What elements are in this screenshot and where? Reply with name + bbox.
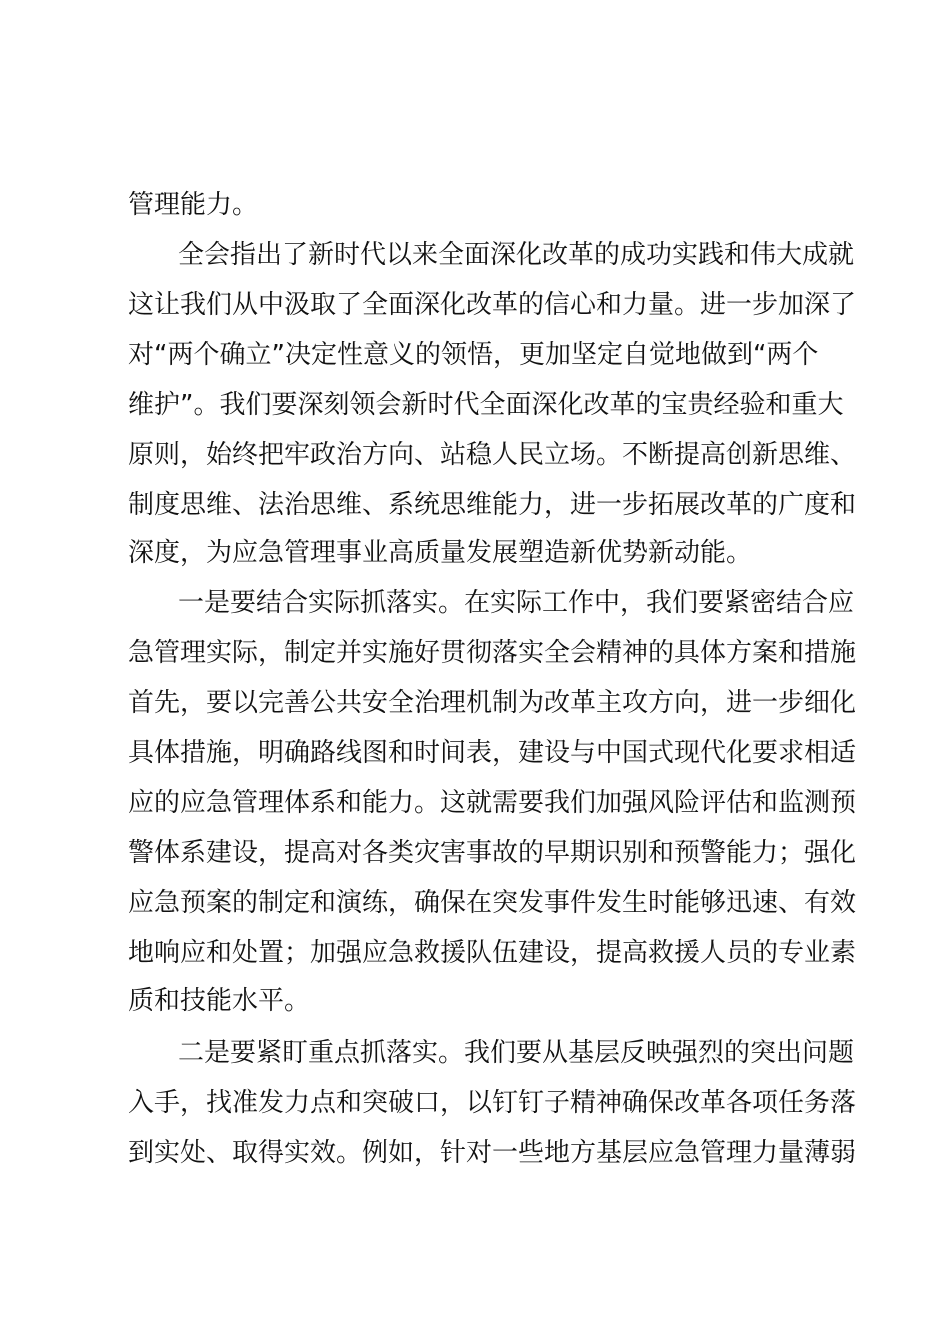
text-line (0, 330, 950, 380)
text-line (0, 480, 950, 530)
text-line-content: 制度思维、法治思维、系统思维能力，进一步拓展改革的广度和 (128, 490, 857, 520)
text-line-content: 急管理实际，制定并实施好贯彻落实全会精神的具体方案和措施 (128, 638, 857, 668)
text-line-content: 这让我们从中汲取了全面深化改革的信心和力量。进一步加深了 (128, 290, 857, 320)
text-line-content: 维护”。我们要深刻领会新时代全面深化改革的宝贵经验和重大 (128, 390, 844, 420)
text-line-content: 入手，找准发力点和突破口，以钉钉子精神确保改革各项任务落 (128, 1088, 857, 1118)
text-line (0, 280, 950, 330)
text-line (0, 1078, 950, 1128)
text-line-content: 一是要结合实际抓落实。在实际工作中，我们要紧密结合应 (178, 588, 855, 618)
text-line-content: 警体系建设，提高对各类灾害事故的早期识别和预警能力；强化 (128, 838, 857, 868)
text-line (0, 578, 950, 628)
text-line (0, 728, 950, 778)
text-line-content: 应的应急管理体系和能力。这就需要我们加强风险评估和监测预 (128, 788, 857, 818)
text-line (0, 380, 950, 430)
text-line-content: 到实处、取得实效。例如，针对一些地方基层应急管理力量薄弱 (128, 1138, 857, 1168)
text-line (0, 528, 950, 578)
text-line-content: 深度，为应急管理事业高质量发展塑造新优势新动能。 (128, 538, 753, 568)
text-line (0, 1128, 950, 1178)
text-line (0, 828, 950, 878)
text-line (0, 928, 950, 978)
text-line (0, 230, 950, 280)
text-line (0, 1028, 950, 1078)
text-line-content: 应急预案的制定和演练，确保在突发事件发生时能够迅速、有效 (128, 888, 857, 918)
text-line-content: 全会指出了新时代以来全面深化改革的成功实践和伟大成就 (178, 240, 855, 270)
text-line-content: 二是要紧盯重点抓落实。我们要从基层反映强烈的突出问题 (178, 1038, 855, 1068)
text-line (0, 778, 950, 828)
text-line (0, 878, 950, 928)
text-line-content: 地响应和处置；加强应急救援队伍建设，提高救援人员的专业素 (128, 938, 857, 968)
text-line-content: 质和技能水平。 (128, 986, 311, 1016)
text-line-content: 对“两个确立”决定性意义的领悟，更加坚定自觉地做到“两个 (128, 340, 819, 370)
text-line (0, 430, 950, 480)
text-line (0, 678, 950, 728)
text-line-content: 管理能力。 (128, 190, 259, 220)
text-line-content: 具体措施，明确路线图和时间表，建设与中国式现代化要求相适 (128, 738, 857, 768)
text-line-content: 原则，始终把牢政治方向、站稳人民立场。不断提高创新思维、 (128, 440, 857, 470)
text-line-content: 首先，要以完善公共安全治理机制为改革主攻方向，进一步细化 (128, 688, 857, 718)
text-line (0, 628, 950, 678)
text-line (0, 180, 950, 230)
text-line (0, 976, 950, 1026)
